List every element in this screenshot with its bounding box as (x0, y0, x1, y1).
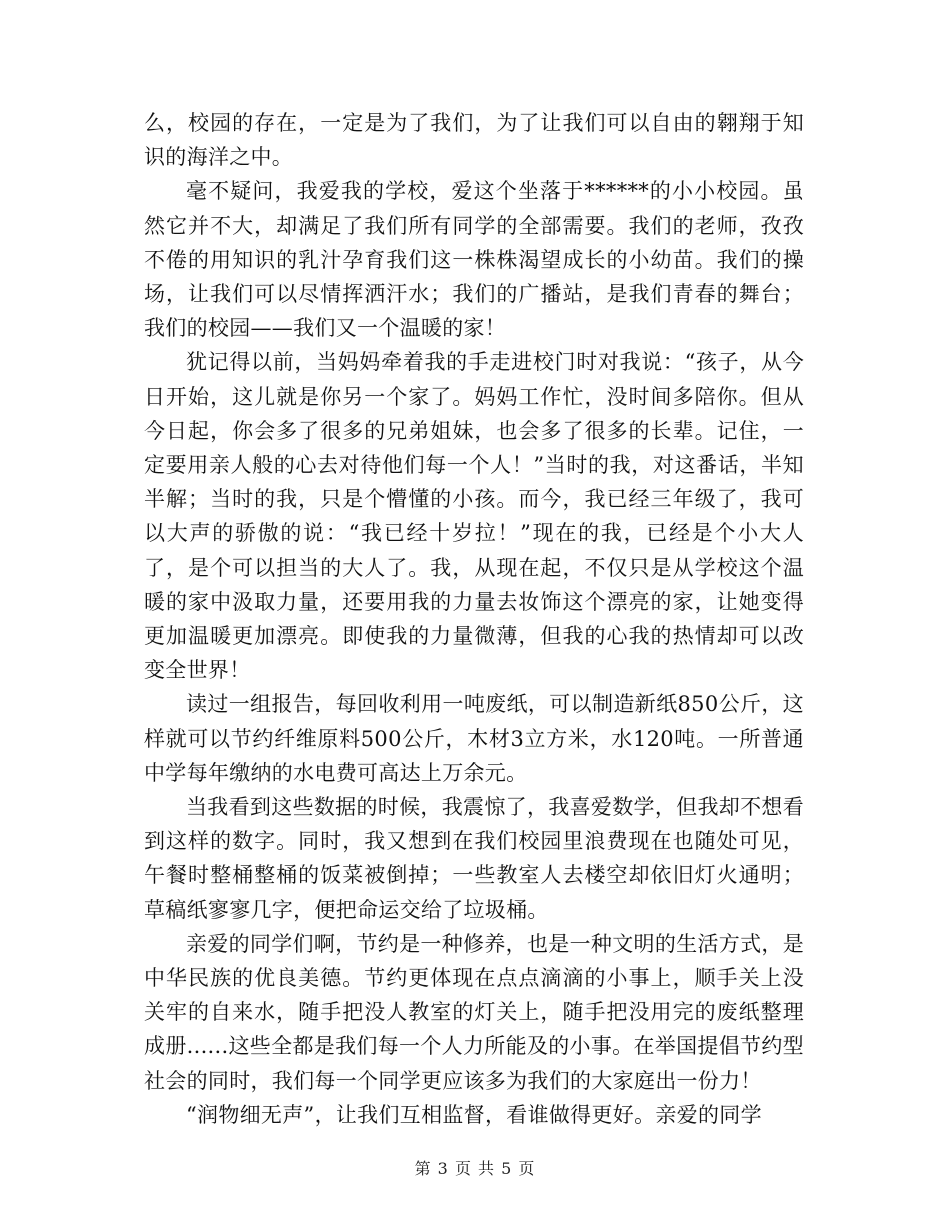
paragraph-3: 犹记得以前，当妈妈牵着我的手走进校门时对我说：“孩子，从今日开始，这儿就是你另一个家了。妈妈工作忙，没时间多陪你。但从今日起，你会多了很多的兄弟姐妹，也会多了很多的长辈。记住，一定要用亲人般的心去对待他们每一个人！”当时的我，对这番话，半知半解；当时的我，只是个懵懂的小孩。而今，我已经三年级了，我可以大声的骄傲的说：“我已经十岁拉！”现在的我，已经是个小大人了，是个可以担当的大人了。我，从现在起，不仅只是从学校这个温暖的家中汲取力量，还要用我的力量去妆饰这个漂亮的家，让她变得更加温暖更加漂亮。即使我的力量微薄，但我的心我的热情却可以改变全世界！ (144, 350, 804, 683)
paragraph-5: 当我看到这些数据的时候，我震惊了，我喜爱数学，但我却不想看到这样的数字。同时，我又想到在我们校园里浪费现在也随处可见，午餐时整桶整桶的饭菜被倒掉；一些教室人去楼空却依旧灯火通明；草稿纸寥寥几字，便把命运交给了垃圾桶。 (144, 795, 804, 922)
paragraph-4: 读过一组报告，每回收利用一吨废纸，可以制造新纸850公斤，这样就可以节约纤维原料500公斤，木材3立方米，水120吨。一所普通中学每年缴纳的水电费可高达上万余元。 (144, 692, 804, 785)
paragraph-7: “润物细无声”，让我们互相监督，看谁做得更好。亲爱的同学 (186, 1102, 762, 1127)
document-body (144, 106, 804, 1132)
paragraph-2: 毫不疑问，我爱我的学校，爱这个坐落于******的小小校园。虽然它并不大，却满足了我们所有同学的全部需要。我们的老师，孜孜不倦的用知识的乳汁孕育我们这一株株渴望成长的小幼苗。我们的操场，让我们可以尽情挥洒汗水；我们的广播站，是我们青春的舞台；我们的校园——我们又一个温暖的家！ (144, 179, 804, 341)
paragraph-6: 亲爱的同学们啊，节约是一种修养，也是一种文明的生活方式，是中华民族的优良美德。节约更体现在点点滴滴的小事上，顺手关上没关牢的自来水，随手把没人教室的灯关上，随手把没用完的废纸整理成册......这些全都是我们每一个人力所能及的小事。在举国提倡节约型社会的同时，我们每一个同学更应该多为我们的大家庭出一份力！ (144, 931, 804, 1093)
paragraph-1: 么，校园的存在，一定是为了我们，为了让我们可以自由的翱翔于知识的海洋之中。 (144, 111, 804, 170)
page-footer: 第 3 页 共 5 页 (414, 1159, 536, 1178)
